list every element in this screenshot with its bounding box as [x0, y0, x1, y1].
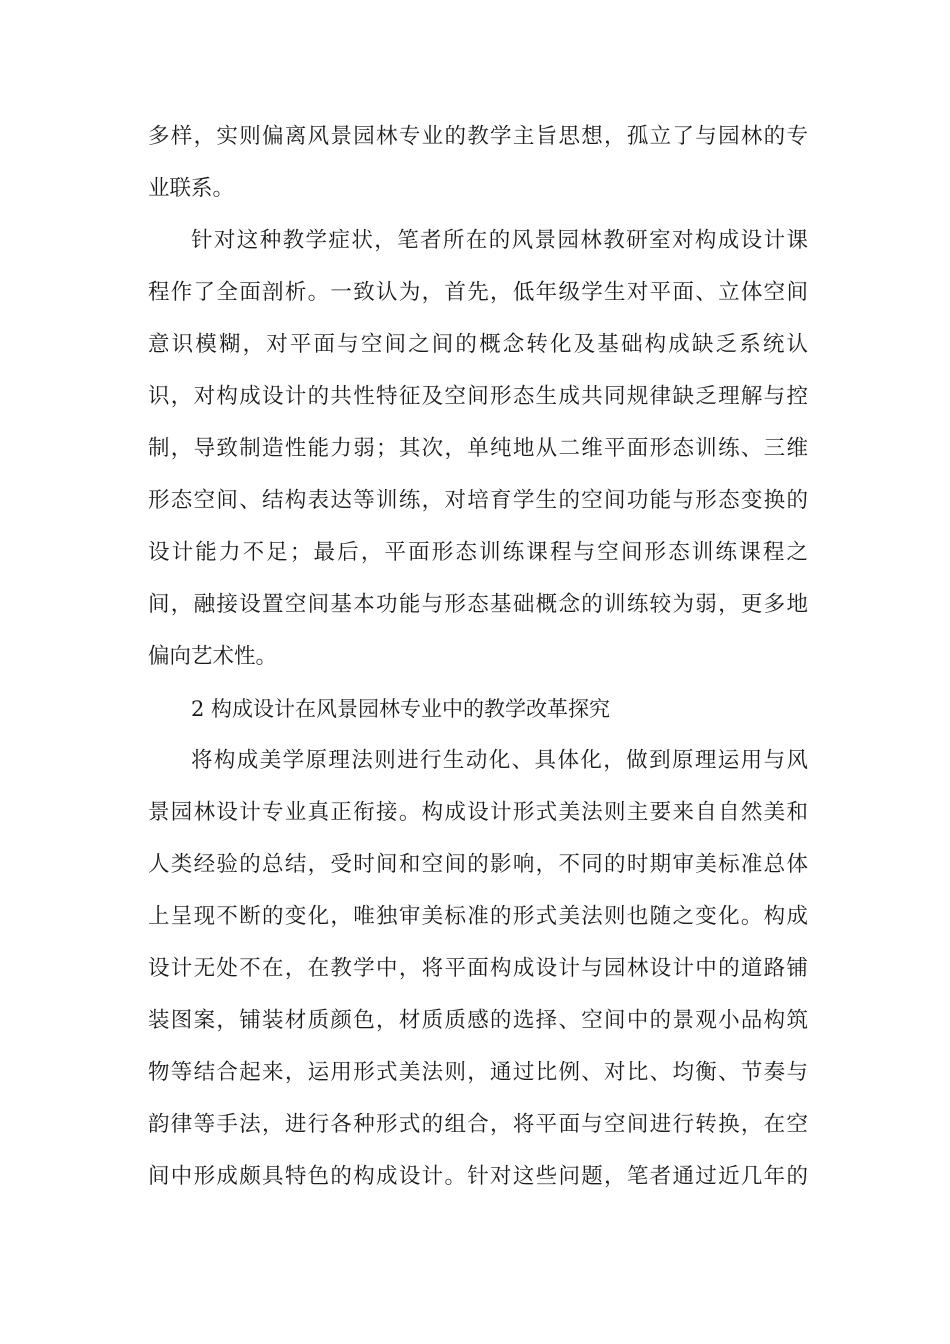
paragraph-3-line-9: 间中形成颇具特色的构成设计。针对这些问题，笔者通过近几年的: [148, 1164, 808, 1189]
paragraph-3-line-1: 将构成美学原理法则进行生动化、具体化，做到原理运用与风: [191, 748, 808, 773]
paragraph-2-line-1: 针对这种教学症状，笔者所在的风景园林教研室对构成设计课: [191, 228, 808, 253]
paragraph-2-line-3: 意识模糊，对平面与空间之间的概念转化及基础构成缺乏系统认: [148, 332, 808, 357]
paragraph-3-line-5: 设计无处不在，在教学中，将平面构成设计与园林设计中的道路铺: [148, 956, 808, 981]
paragraph-2-line-5: 制，导致制造性能力弱；其次，单纯地从二维平面形态训练、三维: [148, 436, 808, 461]
paragraph-3-line-8: 韵律等手法，进行各种形式的组合，将平面与空间进行转换，在空: [148, 1112, 808, 1137]
paragraph-1-line-2: 业联系。: [148, 176, 235, 201]
paragraph-3-line-3: 人类经验的总结，受时间和空间的影响，不同的时期审美标准总体: [148, 852, 808, 877]
paragraph-3-line-2: 景园林设计专业真正衔接。构成设计形式美法则主要来自自然美和: [148, 800, 808, 825]
paragraph-2-line-8: 间，融接设置空间基本功能与形态基础概念的训练较为弱，更多地: [148, 592, 808, 617]
paragraph-2-line-6: 形态空间、结构表达等训练，对培育学生的空间功能与形态变换的: [148, 488, 808, 513]
paragraph-2-line-7: 设计能力不足；最后，平面形态训练课程与空间形态训练课程之: [148, 540, 808, 565]
paragraph-3-line-7: 物等结合起来，运用形式美法则，通过比例、对比、均衡、节奏与: [148, 1060, 808, 1085]
paragraph-2-line-2: 程作了全面剖析。一致认为，首先，低年级学生对平面、立体空间: [148, 280, 808, 305]
paragraph-2-line-9: 偏向艺术性。: [148, 644, 278, 669]
paragraph-2-line-4: 识，对构成设计的共性特征及空间形态生成共同规律缺乏理解与控: [148, 384, 808, 409]
paragraph-3-line-6: 装图案，铺装材质颜色，材质质感的选择、空间中的景观小品构筑: [148, 1008, 808, 1033]
paragraph-1-line-1: 多样，实则偏离风景园林专业的教学主旨思想，孤立了与园林的专: [148, 124, 808, 149]
paragraph-3-line-4: 上呈现不断的变化，唯独审美标准的形式美法则也随之变化。构成: [148, 904, 808, 929]
section-heading: 2 构成设计在风景园林专业中的教学改革探究: [191, 697, 611, 721]
